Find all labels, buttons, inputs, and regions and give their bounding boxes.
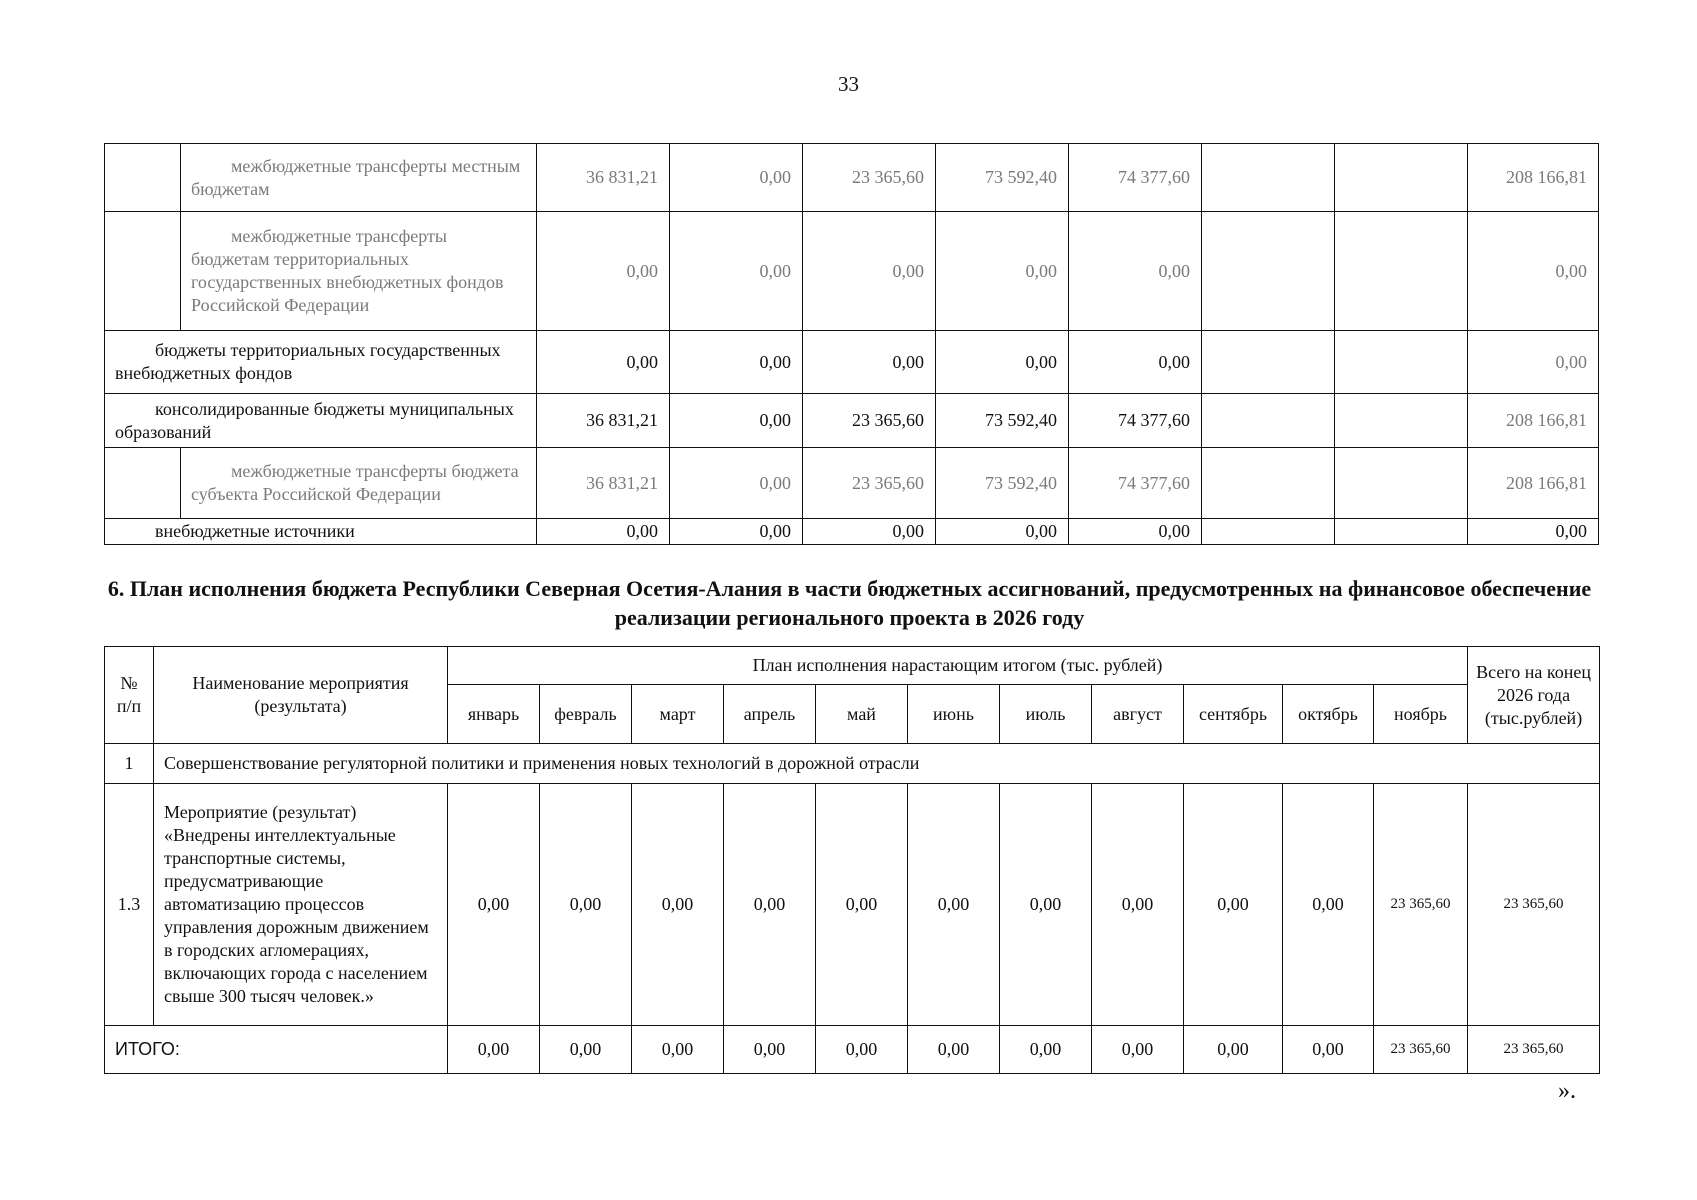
value-cell: 0,00 <box>670 212 803 331</box>
month-value: 0,00 <box>908 784 1000 1026</box>
value-cell: 73 592,40 <box>936 448 1069 519</box>
month-value: 0,00 <box>908 1026 1000 1074</box>
month-value: 0,00 <box>816 1026 908 1074</box>
total-row <box>105 1026 1600 1074</box>
table-row <box>105 331 1599 394</box>
month-header: ноябрь <box>1374 685 1468 744</box>
total-value: 23 365,60 <box>1468 1026 1600 1074</box>
value-cell <box>1335 212 1468 331</box>
row-label: внебюджетные источники <box>105 519 537 545</box>
value-cell: 36 831,21 <box>537 394 670 448</box>
value-cell: 0,00 <box>537 331 670 394</box>
value-cell <box>1335 519 1468 545</box>
header-num: № п/п <box>105 647 154 744</box>
value-cell <box>1202 144 1335 212</box>
value-cell <box>1335 448 1468 519</box>
month-value: 0,00 <box>1092 1026 1184 1074</box>
table-row <box>105 144 1599 212</box>
value-cell: 0,00 <box>803 212 936 331</box>
month-value: 0,00 <box>1283 1026 1374 1074</box>
table-row <box>105 212 1599 331</box>
month-value: 0,00 <box>816 784 908 1026</box>
row-label: межбюджетные трансферты местным бюджетам <box>181 144 537 212</box>
month-value: 0,00 <box>1000 1026 1092 1074</box>
month-header: февраль <box>540 685 632 744</box>
month-value: 0,00 <box>1000 784 1092 1026</box>
row-label: бюджеты территориальных государственных внебюджетных фондов <box>105 331 537 394</box>
month-value: 0,00 <box>1184 1026 1283 1074</box>
month-header: апрель <box>724 685 816 744</box>
month-value: 0,00 <box>1092 784 1184 1026</box>
value-cell: 208 166,81 <box>1468 448 1599 519</box>
month-value: 0,00 <box>724 784 816 1026</box>
header-plan: План исполнения нарастающим итогом (тыс. рублей) <box>448 647 1468 685</box>
budget-plan-table <box>104 646 1600 1074</box>
closing-quote-mark: ». <box>1558 1078 1576 1104</box>
month-value: 0,00 <box>632 1026 724 1074</box>
month-header: октябрь <box>1283 685 1374 744</box>
month-value: 23 365,60 <box>1374 1026 1468 1074</box>
value-cell: 0,00 <box>1069 519 1202 545</box>
month-header: январь <box>448 685 540 744</box>
value-cell: 0,00 <box>537 212 670 331</box>
month-value: 23 365,60 <box>1374 784 1468 1026</box>
budget-sources-table <box>104 143 1599 545</box>
value-cell <box>1335 331 1468 394</box>
month-header: март <box>632 685 724 744</box>
value-cell: 0,00 <box>936 212 1069 331</box>
month-value: 0,00 <box>540 1026 632 1074</box>
value-cell: 208 166,81 <box>1468 144 1599 212</box>
value-cell: 0,00 <box>1069 212 1202 331</box>
value-cell: 0,00 <box>670 448 803 519</box>
header-name: Наименование мероприятия (результата) <box>154 647 448 744</box>
value-cell: 23 365,60 <box>803 394 936 448</box>
value-cell <box>1335 144 1468 212</box>
value-cell: 36 831,21 <box>537 144 670 212</box>
value-cell: 73 592,40 <box>936 394 1069 448</box>
month-value: 0,00 <box>448 784 540 1026</box>
row-label: консолидированные бюджеты муниципальных образований <box>105 394 537 448</box>
row-label: межбюджетные трансферты бюджета субъекта Российской Федерации <box>181 448 537 519</box>
month-header: июль <box>1000 685 1092 744</box>
value-cell: 208 166,81 <box>1468 394 1599 448</box>
total-label: ИТОГО: <box>105 1026 448 1074</box>
empty-cell <box>105 448 181 519</box>
empty-cell <box>105 212 181 331</box>
month-header: май <box>816 685 908 744</box>
month-value: 0,00 <box>1283 784 1374 1026</box>
value-cell: 0,00 <box>936 519 1069 545</box>
value-cell: 0,00 <box>803 519 936 545</box>
value-cell: 0,00 <box>803 331 936 394</box>
value-cell: 23 365,60 <box>803 144 936 212</box>
value-cell: 0,00 <box>1468 519 1599 545</box>
activity-row <box>105 784 1600 1026</box>
value-cell: 73 592,40 <box>936 144 1069 212</box>
month-value: 0,00 <box>448 1026 540 1074</box>
value-cell: 74 377,60 <box>1069 448 1202 519</box>
value-cell <box>1202 519 1335 545</box>
value-cell: 74 377,60 <box>1069 394 1202 448</box>
total-value: 23 365,60 <box>1468 784 1600 1026</box>
value-cell: 74 377,60 <box>1069 144 1202 212</box>
value-cell <box>1202 448 1335 519</box>
month-value: 0,00 <box>540 784 632 1026</box>
section-title: 6. План исполнения бюджета Республики Северная Осетия-Алания в части бюджетных ассигнований, предусмотренных на финансовое обеспечение реализации регионального проекта в 2026 году <box>107 576 1592 630</box>
value-cell: 0,00 <box>1069 331 1202 394</box>
value-cell: 0,00 <box>670 331 803 394</box>
row-number: 1.3 <box>105 784 154 1026</box>
value-cell <box>1202 212 1335 331</box>
value-cell: 0,00 <box>670 394 803 448</box>
value-cell: 0,00 <box>936 331 1069 394</box>
section-row <box>105 744 1600 784</box>
month-value: 0,00 <box>632 784 724 1026</box>
page-number: 33 <box>838 72 859 96</box>
value-cell: 0,00 <box>537 519 670 545</box>
table-row <box>105 519 1599 545</box>
month-value: 0,00 <box>1184 784 1283 1026</box>
section-name: Совершенствование регуляторной политики и применения новых технологий в дорожной отрасли <box>154 744 1600 784</box>
activity-name: Мероприятие (результат) «Внедрены интеллектуальные транспортные системы, предусматривающие автоматизацию процессов управления дорожным движением в городских агломерациях, включающих города с населением свыше 300 тысяч человек.» <box>154 784 448 1026</box>
table-row <box>105 394 1599 448</box>
value-cell <box>1202 394 1335 448</box>
value-cell: 36 831,21 <box>537 448 670 519</box>
table-row <box>105 448 1599 519</box>
month-header: июнь <box>908 685 1000 744</box>
header-total: Всего на конец 2026 года (тыс.рублей) <box>1468 647 1600 744</box>
header-row <box>105 647 1600 685</box>
value-cell: 23 365,60 <box>803 448 936 519</box>
month-header: август <box>1092 685 1184 744</box>
value-cell <box>1335 394 1468 448</box>
row-label: межбюджетные трансферты бюджетам территориальных государственных внебюджетных фондов Российской Федерации <box>181 212 537 331</box>
value-cell <box>1202 331 1335 394</box>
row-number: 1 <box>105 744 154 784</box>
month-value: 0,00 <box>724 1026 816 1074</box>
month-header: сентябрь <box>1184 685 1283 744</box>
empty-cell <box>105 144 181 212</box>
value-cell: 0,00 <box>1468 212 1599 331</box>
value-cell: 0,00 <box>670 144 803 212</box>
value-cell: 0,00 <box>1468 331 1599 394</box>
value-cell: 0,00 <box>670 519 803 545</box>
